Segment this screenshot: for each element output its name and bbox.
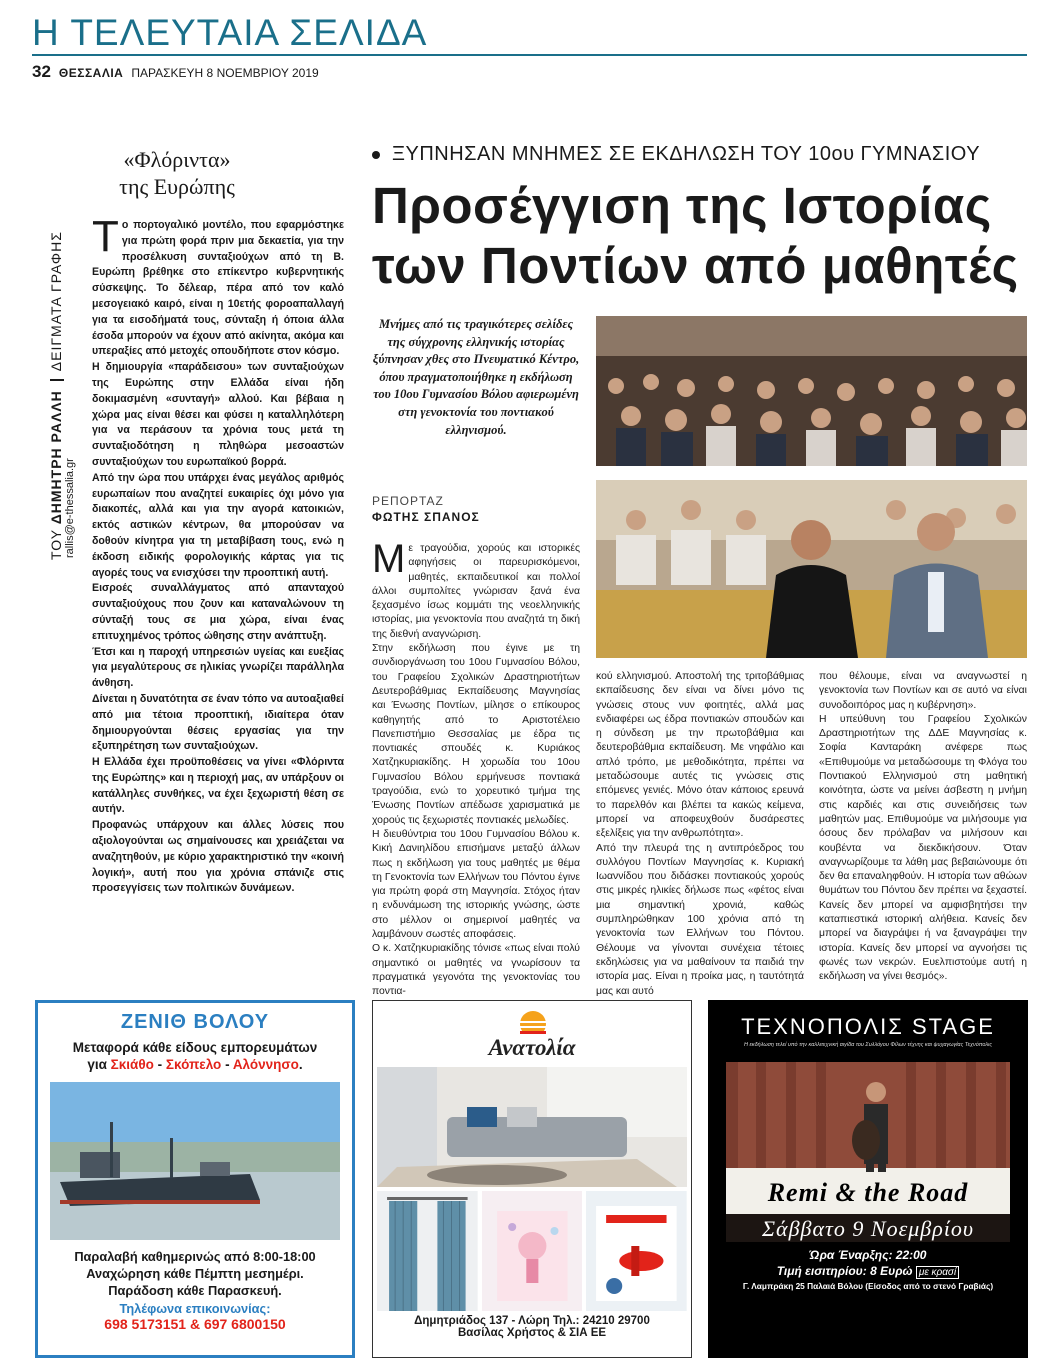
article-paragraph: που θέλουμε, είναι να αναγνωστεί η γενοκτονία των Ποντίων και σε αυτό να είναι συνοδοιπόρος μας η κυβέρνηση». [819, 671, 1027, 711]
article-kicker [372, 143, 980, 166]
bullet-icon [372, 151, 380, 159]
zenith-name: ΖΕΝΙΘ ΒΟΛΟΥ [120, 1011, 270, 1033]
anatolia-owner: Βασίλας Χρήστος & ΣΙΑ ΕΕ [457, 1327, 607, 1339]
zenith-ad[interactable] [35, 1000, 355, 1358]
concert-photo-image [726, 1062, 1010, 1242]
band-name: Remi & the Road [767, 1178, 969, 1207]
column-title-line1: «Φλόριντα» [123, 147, 231, 172]
headline-line2: των Ποντίων από μαθητές [372, 237, 1019, 294]
newspaper-name: ΘΕΣΣΑΛΙΑ [58, 66, 124, 80]
article-paragraph: Από την πλευρά της η αντιπρόεδρος του συλλόγου Ποντίων Μαγνησίας κ. Κυριακή Ιωαννίδου που διδάσκει ποντιακούς χορούς στις μικρές ηλικίες δήλωσε πως «φέτος είναι μια σημαντική χρονιά, καθώς συμπληρώθηκαν 100 χρόνια από τη γενοκτονία των Ελλήνων του Πόντου. Θέλουμε να γίνονται συνέχεια τέτοιες εκδηλώσεις για να μαθαίνουν τα παιδιά την ιστορία μας. Είναι η προίκα μας, η ταυτότητά μας και αυτό [596, 842, 804, 997]
schedule-delivery: Παράδοση κάθε Παρασκευή. [108, 1283, 282, 1298]
curtains-image [377, 1191, 478, 1311]
article-column-2 [596, 670, 804, 999]
article-paragraph: Στην εκδήλωση που έγινε με τη συνδιοργάνωση του 10ου Γυμνασίου Βόλου, του Γραφείου Σχολικών Δραστηριοτήτων Δευτεροβάθμιας Εκπαίδευσης Μαγνησίας και Ένωσης Ποντίων, μίλησε ο επίκουρος καθηγητής από το Αριστοτέλειο Πανεπιστήμιο Θεσσαλίας με έδρα τις ποντιακές σπουδές κ. Κυριάκος Χατζηκυριακίδης. Η χορωδία του 10ου Γυμνασίου Βόλου ερμήνευσε ποντιακά τραγούδια, ενώ το χορευτικό τμήμα της Ένωσης Ποντίων απέδωσε χαρισματικά με χορούς τις ξεχωριστές ποντιακές μελωδίες. [372, 643, 580, 826]
article-paragraph: Η υπεύθυνη του Γραφείου Σχολικών Δραστηριοτήτων της ΔΔΕ Μαγνησίας κ. Σοφία Κανταράκη ανέφερε πως «Επιθυμούμε να μεταδώσουμε τη Φλόγα του Ποντιακού Ελληνισμού στη μαθητική κοινότητα, ώστε να μείνει άσβεστη η μνήμη στις καρδιές και στις συνειδήσεις των μαθητών μας. Επιθυμούμε να μιλήσουμε για όσους δεν πρόλαβαν να μιλήσουν και κουβέντα να διεκδικήσουν. Όταν αναγνωρίζουμε τα λάθη μας βεβαιώνουμε ότι δεν θα επαναληφθούν. Η ιστορία των αθώων θυμάτων του Πόντου δεν πρέπει να ξεχαστεί. Κανείς δεν μπορεί να αμφισβητήσει την καταπιεστικά ιστορική αλήθεια. Κανείς δεν μπορεί να διαγράψει ή να ξαναγράψει την ιστορία. Κανείς δεν μπορεί να αγνοήσει τις φωνές των νεκρών. Ευελπιστούμε αυτή η εκδήλωση να γίνει θεσμός». [819, 713, 1027, 983]
audience-photo-image [596, 316, 1027, 466]
column-dropcap: Τ [92, 212, 119, 261]
article-column-1 [372, 537, 580, 1000]
article-paragraph [372, 537, 580, 642]
living-room-photo [377, 1067, 687, 1187]
byline-prefix: ΤΟΥ [48, 529, 64, 560]
airplane-bedding-photo [586, 1191, 687, 1311]
page-number: 32 [32, 62, 51, 81]
zenith-phones[interactable]: 698 5173151 & 697 6800150 [104, 1316, 286, 1332]
kids-bedding-photo [482, 1191, 583, 1311]
ticket-price-text: Τιμή εισιτηρίου: 8 Ευρώ [776, 1264, 913, 1278]
speakers-photo-image [596, 480, 1027, 658]
curtains-photo [377, 1191, 478, 1311]
products-row [377, 1191, 687, 1311]
column-paragraph: Δίνεται η δυνατότητα σε έναν τόπο να αυτοαξιαθεί από μια τέτοια προοπτική, ιδιαίτερα όταν δημιουργούνται θέσεις εργασίας για την εξυπηρέτηση των συνταξιούχων. [92, 692, 344, 753]
article-headline [372, 176, 1032, 296]
article-paragraph-text: ε τραγούδια, χορούς και ιστορικές αφηγήσεις οι παρευρισκόμενοι, μαθητές, εκπαιδευτικοί και πολλοί άλλοι συμπολίτες γνώρισαν ξανά ένα ξεχασμένο ίσως κομμάτι της νεοελληνικής ιστορίας, μια γενοκτονία που αναζητά τη δική της διεθνή αναγνώριση. [372, 543, 580, 640]
kids-bedding-image [482, 1191, 583, 1311]
column-title-line2: της Ευρώπης [119, 174, 235, 199]
living-room-image [377, 1067, 687, 1187]
technopolis-name: ΤΕΧΝΟΠΟΛΙΣ STAGE [741, 1014, 995, 1039]
airplane-bedding-image [586, 1191, 687, 1311]
anatolia-logo [373, 1001, 691, 1067]
folio [32, 62, 319, 82]
concert-time: Ώρα Έναρξης: 22:00 [809, 1248, 927, 1262]
ticket-price [708, 1264, 1028, 1278]
speakers-photo [596, 480, 1027, 658]
destinations-end: . [298, 1057, 303, 1072]
column-paragraph: Εισροές συναλλάγματος από απανταχού συνταξιούχους που ζουν και καταναλώνουν τη σύνταξή τους σε μια χώρα, είναι ένας επιτυχημένος τρόπος ώθησης στην ανάπτυξη. [92, 582, 344, 642]
wine-badge: με κρασί [916, 1266, 959, 1279]
concert-photo [726, 1062, 1010, 1242]
concert-date: Σάββατο 9 Νοεμβρίου [761, 1216, 975, 1241]
schedule-pickup: Παραλαβή καθημερινώς από 8:00-18:00 [74, 1249, 316, 1264]
reporter-name: ΦΩΤΗΣ ΣΠΑΝΟΣ [372, 510, 480, 524]
column-paragraph: Η δημιουργία «παράδεισου» των συνταξιούχων της Ευρώπης στην Ελλάδα είναι ήδη δοκιμασμένη «συνταγή» αλλού. Και βέβαια η χώρα μας είναι θέσει και φύσει η καταλληλότερη για να περάσουν τα χρόνια τους μετά τη συνταξιοδότηση η πληθώρα μεσοαστών συνταξιούχων του ευρωπαϊκού βορρά. [92, 361, 344, 468]
author-email[interactable]: rallis@e-thessalia.gr [64, 458, 77, 558]
article-lede: Μνήμες από τις τραγικότερες σελίδες της σύγχρονης ελληνικής ιστορίας ξύπνησαν χθες στο Πνευματικό Κέντρο, όπου πραγματοποιήθηκε η εκδήλωση του 10ου Γυμνασίου Βόλου αφιερωμένη στη γενοκτονία του ποντιακού ελληνισμού. [372, 317, 580, 437]
anatolia-ad[interactable] [372, 1000, 692, 1358]
column-series: ΔΕΙΓΜΑΤΑ ΓΡΑΦΗΣ [48, 231, 64, 372]
destinations-prefix: για [87, 1057, 107, 1072]
destination-skopelos: Σκόπελο [165, 1057, 222, 1072]
destination-separator: - [157, 1057, 163, 1072]
column-paragraph: Η Ελλάδα έχει προϋποθέσεις να γίνει «Φλόριντα της Ευρώπης» και η περιοχή μας, αν υπάρξουν οι κατάλληλες συνθήκες, να έχει ξεχωριστή θέση σε αυτήν. [92, 756, 344, 816]
headline-line1: Προσέγγιση της Ιστορίας [372, 177, 992, 234]
report-label: ΡΕΠΟΡΤΑΖ [372, 494, 444, 508]
column-paragraph: Προφανώς υπάρχουν και άλλες λύσεις που αξιολογούνται ως σημαίνουσες και χρειάζεται να αναζητηθούν, με κύριο χαρακτηριστικό την «κοινή λογική», αυτή που για χρόνια σπάνιζε στις προσεγγίσεις των πολιτικών δυνάμεων. [92, 819, 344, 895]
column-paragraph: Έτσι και η παροχή υπηρεσιών υγείας και ευεξίας για μεγαλύτερους σε ηλικίας γνωρίζει παράλληλα άνθηση. [92, 645, 344, 690]
column-title [92, 146, 262, 200]
section-title: Η ΤΕΛΕΥΤΑΙΑ ΣΕΛΙΔΑ [32, 12, 428, 53]
header-rule [32, 54, 1027, 56]
ship-photo [50, 1082, 340, 1240]
article-column-3 [819, 670, 1027, 985]
zenith-phones-label: Τηλέφωνα επικοινωνίας: [119, 1301, 271, 1316]
article-paragraph: Η διευθύντρια του 10ου Γυμνασίου Βόλου κ. Κική Δανιηλίδου επισήμανε μεταξύ άλλων πως η εκδήλωση για τους μαθητές με θέμα τη Γενοκτονία των Ελλήνων του Πόντου έγινε για πρώτη φορά στη Μαγνησία. Στόχος ήταν η ενδυνάμωση της ιστορικής γνώσης, ώστε στο μέλλον οι σημερινοί μαθητές να λαμβάνουν σωστές αποφάσεις. [372, 828, 580, 941]
column-byline [48, 220, 88, 560]
column-author: ΔΗΜΗΤΡΗ ΡΑΛΛΗ [48, 390, 64, 525]
destination-skiathos: Σκιάθο [110, 1057, 154, 1072]
zenith-destinations [38, 1057, 352, 1072]
kicker-text: ΞΥΠΝΗΣΑΝ ΜΝΗΜΕΣ ΣΕ ΕΚΔΗΛΩΣΗ ΤΟΥ 10ου ΓΥΜΝΑΣΙΟΥ [392, 143, 981, 165]
byline-divider [50, 379, 64, 381]
technopolis-subtitle: Η εκδήλωση τελεί υπό την καλλιτεχνική αιγίδα του Συλλόγου Φίλων τέχνης και ψυχαγωγίας Τεχνόπολις [743, 1042, 993, 1048]
ship-photo-image [50, 1082, 340, 1240]
article-paragraph: κού ελληνισμού. Αποστολή της τριτοβάθμιας εκπαίδευσης δεν είναι να δίνει μόνο τις γνώσεις στους νυν φοιτητές, αλλά μας ενδιαφέρει ως έδρα ποντιακών σπουδών και η σύνδεση με την πρωτοβάθμια και δευτεροβάθμια εκπαίδευση. Με νηφάλιο και απλό τρόπο, με μεθοδικότητα, πρέπει να μεταδώσουμε αυτές τις γνώσεις στις επόμενες γενιές. Μόνο όταν κάποιος ερευνά το παρελθόν και βλέπει τα κακώς κείμενα, μπορεί να αποφευχθούν δυσάρεστες εξελίξεις για την ανθρωπότητα». [596, 671, 804, 840]
column-paragraph-text: ο πορτογαλικό μοντέλο, που εφαρμόστηκε για πρώτη φορά πριν μια δεκαετία, για την προσέλκυση συνταξιούχων από τη Β. Ευρώπη βρέθηκε στο επίκεντρο κυβερνητικής σύσκεψης. Το δέλεαρ, πέρα από τον καλό μεσογειακό καιρό, είναι η 10ετής φοροαπαλλαγή για τα εισοδήματά τους, σύνταξη ή όποια άλλα έσοδα μπορούν να έχουν από ακίνητα, ακόμα και υπεραξίες από μετοχές οπουδήποτε στον κόσμο. [92, 219, 344, 358]
article-paragraph: Ο κ. Χατζηκυριακίδης τόνισε «πως είναι πολύ σημαντικό οι μαθητές να γνωρίσουν τα πραγματικά γεγονότα της γενοκτονίας του ποντια- [372, 943, 580, 998]
technopolis-ad[interactable] [708, 1000, 1028, 1358]
zenith-schedule [38, 1248, 352, 1299]
venue-address[interactable]: Γ. Λαμπράκη 25 Παλαιά Βόλου (Είσοδος από το στενό Γραβιάς) [742, 1281, 994, 1291]
sun-logo-icon [518, 1009, 548, 1037]
column-body [92, 212, 344, 897]
destination-separator: - [225, 1057, 230, 1072]
issue-date: ΠΑΡΑΣΚΕΥΗ 8 ΝΟΕΜΒΡΙΟΥ 2019 [131, 66, 319, 80]
schedule-departure: Αναχώρηση κάθε Πέμπτη μεσημέρι. [86, 1266, 304, 1281]
destination-alonnisos: Αλόννησο [232, 1057, 299, 1072]
column-paragraph [92, 212, 344, 360]
audience-photo [596, 316, 1027, 466]
anatolia-address[interactable]: Δημητριάδος 137 - Λώρη Τηλ.: 24210 29700 [414, 1315, 650, 1327]
article-dropcap: Μ [372, 537, 406, 581]
zenith-tagline: Μεταφορά κάθε είδους εμπορευμάτων [72, 1040, 318, 1055]
column-paragraph: Από την ώρα που υπάρχει ένας μεγάλος αριθμός ευρωπαίων που αναζητεί ευκαιρίες όχι μόνο για διακοπές, αλλά και για την αγορά κατοικιών, εκτός αστικών κέντρων, θα μπορούσαν να δοθούν κίνητρα για τη μεταβίβαση τους, ενώ η έκδοση ειδικής φορολογικής κάρτας για τις αγορές τους να ενισχύσει την προοπτική αυτή. [92, 471, 344, 579]
anatolia-brand: Ανατολία [488, 1035, 576, 1060]
